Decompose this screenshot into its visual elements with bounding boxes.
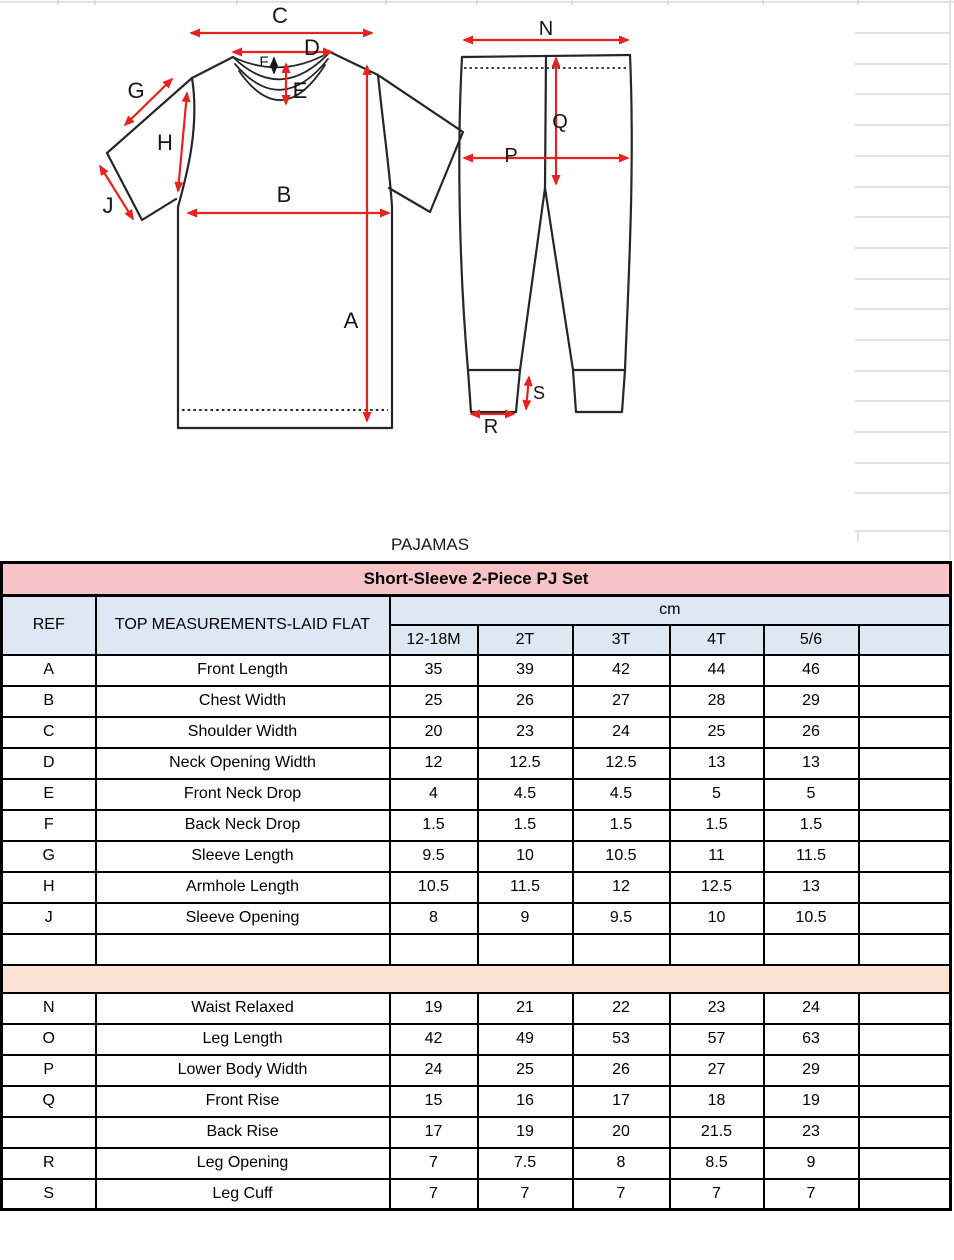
top-measurements-body xyxy=(2,655,951,934)
header-row-units xyxy=(2,596,951,625)
empty-cell[interactable] xyxy=(859,686,951,717)
value-cell[interactable]: 29 xyxy=(764,686,859,717)
value-cell[interactable]: 12.5 xyxy=(478,748,573,779)
value-cell[interactable]: 20 xyxy=(573,1117,670,1148)
empty-cell[interactable] xyxy=(478,934,573,965)
unit-header-cell[interactable]: cm xyxy=(390,596,951,625)
table-row xyxy=(2,993,951,1024)
diagram-label-front-neck-drop: E xyxy=(292,78,308,103)
value-cell[interactable]: 8 xyxy=(390,903,478,934)
diagram-label-shoulder-width: C xyxy=(272,3,288,28)
empty-cell[interactable] xyxy=(390,934,478,965)
ref-cell[interactable]: H xyxy=(2,872,96,903)
ref-cell[interactable]: A xyxy=(2,655,96,686)
ref-cell[interactable]: O xyxy=(2,1024,96,1055)
diagram-label-chest-width: B xyxy=(276,182,292,207)
measurement-name-cell[interactable]: Front Length xyxy=(96,655,390,686)
measurement-name-cell[interactable]: Waist Relaxed xyxy=(96,993,390,1024)
value-cell[interactable]: 17 xyxy=(573,1086,670,1117)
banner-row xyxy=(2,563,951,596)
size-header-cell[interactable]: 5/6 xyxy=(764,625,859,655)
value-cell[interactable]: 18 xyxy=(670,1086,764,1117)
empty-cell[interactable] xyxy=(859,1086,951,1117)
value-cell[interactable]: 1.5 xyxy=(478,810,573,841)
empty-cell[interactable] xyxy=(859,934,951,965)
ref-cell[interactable]: R xyxy=(2,1148,96,1179)
measurement-name-cell[interactable]: Lower Body Width xyxy=(96,1055,390,1086)
diagram-label-leg-cuff: S xyxy=(532,383,546,403)
table-row xyxy=(2,717,951,748)
value-cell[interactable]: 10.5 xyxy=(573,841,670,872)
empty-cell[interactable] xyxy=(859,993,951,1024)
empty-cell[interactable] xyxy=(859,655,951,686)
ref-cell[interactable]: Q xyxy=(2,1086,96,1117)
size-header-cell[interactable]: 12-18M xyxy=(390,625,478,655)
table-row xyxy=(2,1117,951,1148)
value-cell[interactable]: 22 xyxy=(573,993,670,1024)
measurement-name-cell[interactable]: Back Neck Drop xyxy=(96,810,390,841)
banner-cell[interactable]: Short-Sleeve 2-Piece PJ Set xyxy=(2,563,951,596)
diagram-label-armhole-length: H xyxy=(157,130,173,155)
empty-cell[interactable] xyxy=(859,810,951,841)
value-cell[interactable]: 20 xyxy=(390,717,478,748)
bottom-section-band xyxy=(2,965,951,993)
value-cell[interactable]: 21 xyxy=(478,993,573,1024)
table-row xyxy=(2,655,951,686)
diagram-label-sleeve-opening: J xyxy=(102,193,114,218)
sheet-title: PAJAMAS xyxy=(390,535,470,554)
measurement-name-cell[interactable]: Leg Opening xyxy=(96,1148,390,1179)
value-cell[interactable]: 53 xyxy=(573,1024,670,1055)
measurement-name-cell[interactable]: Shoulder Width xyxy=(96,717,390,748)
value-cell[interactable]: 7 xyxy=(390,1179,478,1210)
value-cell[interactable]: 11.5 xyxy=(478,872,573,903)
value-cell[interactable]: 9.5 xyxy=(390,841,478,872)
table-row xyxy=(2,1179,951,1210)
tshirt-outline xyxy=(107,52,463,428)
empty-cell[interactable] xyxy=(859,841,951,872)
value-cell[interactable]: 19 xyxy=(390,993,478,1024)
table-row xyxy=(2,1024,951,1055)
value-cell[interactable]: 26 xyxy=(573,1055,670,1086)
value-cell[interactable]: 39 xyxy=(478,655,573,686)
ref-cell[interactable] xyxy=(2,1117,96,1148)
value-cell[interactable]: 4.5 xyxy=(573,779,670,810)
value-cell[interactable]: 10 xyxy=(670,903,764,934)
value-cell[interactable]: 5 xyxy=(670,779,764,810)
value-cell[interactable]: 29 xyxy=(764,1055,859,1086)
value-cell[interactable]: 10.5 xyxy=(390,872,478,903)
value-cell[interactable]: 44 xyxy=(670,655,764,686)
measurement-name-cell[interactable]: Chest Width xyxy=(96,686,390,717)
value-cell[interactable]: 11 xyxy=(670,841,764,872)
top-section-header-cell[interactable]: TOP MEASUREMENTS-LAID FLAT xyxy=(96,596,390,655)
diagram-label-neck-opening: D xyxy=(304,35,320,60)
table-row xyxy=(2,841,951,872)
size-header-cell[interactable]: 3T xyxy=(573,625,670,655)
value-cell[interactable]: 7 xyxy=(478,1179,573,1210)
value-cell[interactable]: 26 xyxy=(478,686,573,717)
value-cell[interactable]: 12.5 xyxy=(670,872,764,903)
empty-cell[interactable] xyxy=(859,1148,951,1179)
value-cell[interactable]: 7 xyxy=(670,1179,764,1210)
empty-header-cell[interactable] xyxy=(859,625,951,655)
value-cell[interactable]: 4.5 xyxy=(478,779,573,810)
ref-cell[interactable]: P xyxy=(2,1055,96,1086)
value-cell[interactable]: 57 xyxy=(670,1024,764,1055)
value-cell[interactable]: 1.5 xyxy=(670,810,764,841)
value-cell[interactable]: 1.5 xyxy=(390,810,478,841)
table-row xyxy=(2,686,951,717)
ref-header-cell[interactable]: REF xyxy=(2,596,96,655)
value-cell[interactable]: 16 xyxy=(478,1086,573,1117)
measurement-name-cell[interactable]: Neck Opening Width xyxy=(96,748,390,779)
table-row xyxy=(2,810,951,841)
measurement-name-cell[interactable]: Back Rise xyxy=(96,1117,390,1148)
value-cell[interactable]: 42 xyxy=(390,1024,478,1055)
table-row xyxy=(2,1086,951,1117)
measurement-arrows xyxy=(100,33,628,421)
empty-cell[interactable] xyxy=(573,934,670,965)
value-cell[interactable]: 15 xyxy=(390,1086,478,1117)
diagram-label-back-neck-drop: F xyxy=(259,53,269,71)
ref-cell[interactable]: E xyxy=(2,779,96,810)
table-row xyxy=(2,1055,951,1086)
value-cell[interactable]: 17 xyxy=(390,1117,478,1148)
empty-cell[interactable] xyxy=(859,748,951,779)
empty-cell[interactable] xyxy=(96,934,390,965)
value-cell[interactable]: 63 xyxy=(764,1024,859,1055)
ref-cell[interactable]: F xyxy=(2,810,96,841)
value-cell[interactable]: 10.5 xyxy=(764,903,859,934)
measurement-name-cell[interactable]: Armhole Length xyxy=(96,872,390,903)
size-chart-table xyxy=(0,561,952,1211)
value-cell[interactable]: 21.5 xyxy=(670,1117,764,1148)
value-cell[interactable]: 10 xyxy=(478,841,573,872)
value-cell[interactable]: 24 xyxy=(764,993,859,1024)
value-cell[interactable]: 1.5 xyxy=(573,810,670,841)
diagram-label-front-length: A xyxy=(343,308,359,333)
value-cell[interactable]: 49 xyxy=(478,1024,573,1055)
value-cell[interactable]: 4 xyxy=(390,779,478,810)
value-cell[interactable]: 27 xyxy=(670,1055,764,1086)
value-cell[interactable]: 28 xyxy=(670,686,764,717)
value-cell[interactable]: 24 xyxy=(390,1055,478,1086)
value-cell[interactable]: 13 xyxy=(764,748,859,779)
ref-cell[interactable]: J xyxy=(2,903,96,934)
empty-cell[interactable] xyxy=(859,1179,951,1210)
ref-cell[interactable]: N xyxy=(2,993,96,1024)
value-cell[interactable]: 19 xyxy=(764,1086,859,1117)
ref-cell[interactable]: G xyxy=(2,841,96,872)
value-cell[interactable]: 25 xyxy=(478,1055,573,1086)
size-header-cell[interactable]: 2T xyxy=(478,625,573,655)
value-cell[interactable]: 7 xyxy=(764,1179,859,1210)
ref-cell[interactable]: B xyxy=(2,686,96,717)
diagram-label-front-rise: Q xyxy=(552,111,568,133)
empty-cell[interactable] xyxy=(859,717,951,748)
value-cell[interactable]: 12 xyxy=(573,872,670,903)
value-cell[interactable]: 8 xyxy=(573,1148,670,1179)
diagram-label-leg-opening: R xyxy=(483,416,499,438)
value-cell[interactable]: 1.5 xyxy=(764,810,859,841)
empty-cell[interactable] xyxy=(859,1024,951,1055)
empty-cell[interactable] xyxy=(859,1055,951,1086)
value-cell[interactable]: 9.5 xyxy=(573,903,670,934)
value-cell[interactable]: 46 xyxy=(764,655,859,686)
value-cell[interactable]: 42 xyxy=(573,655,670,686)
table-row xyxy=(2,779,951,810)
value-cell[interactable]: 35 xyxy=(390,655,478,686)
diagram-label-waist: N xyxy=(538,18,554,40)
value-cell[interactable]: 9 xyxy=(764,1148,859,1179)
value-cell[interactable]: 25 xyxy=(670,717,764,748)
diagram-label-lower-body-width: P xyxy=(504,145,518,167)
value-cell[interactable]: 12.5 xyxy=(573,748,670,779)
table-row xyxy=(2,748,951,779)
spacer-row xyxy=(2,934,951,965)
ref-cell[interactable]: D xyxy=(2,748,96,779)
table-row xyxy=(2,872,951,903)
table-row xyxy=(2,1148,951,1179)
empty-cell[interactable] xyxy=(670,934,764,965)
empty-cell[interactable] xyxy=(859,903,951,934)
value-cell[interactable]: 23 xyxy=(764,1117,859,1148)
empty-cell[interactable] xyxy=(2,934,96,965)
value-cell[interactable]: 13 xyxy=(670,748,764,779)
value-cell[interactable]: 19 xyxy=(478,1117,573,1148)
table-row xyxy=(2,903,951,934)
ref-cell[interactable]: S xyxy=(2,1179,96,1210)
measurement-name-cell[interactable]: Sleeve Length xyxy=(96,841,390,872)
measurement-name-cell[interactable]: Sleeve Opening xyxy=(96,903,390,934)
diagram-label-sleeve-length: G xyxy=(127,78,145,103)
value-cell[interactable]: 23 xyxy=(670,993,764,1024)
pants-outline xyxy=(459,55,631,412)
measurement-name-cell[interactable]: Front Rise xyxy=(96,1086,390,1117)
bottom-measurements-body xyxy=(2,993,951,1210)
bottom-section-band-cell[interactable] xyxy=(2,965,951,993)
empty-cell[interactable] xyxy=(764,934,859,965)
empty-cell[interactable] xyxy=(859,1117,951,1148)
value-cell[interactable]: 8.5 xyxy=(670,1148,764,1179)
value-cell[interactable]: 7 xyxy=(390,1148,478,1179)
value-cell[interactable]: 13 xyxy=(764,872,859,903)
measurement-name-cell[interactable]: Front Neck Drop xyxy=(96,779,390,810)
value-cell[interactable]: 25 xyxy=(390,686,478,717)
value-cell[interactable]: 11.5 xyxy=(764,841,859,872)
value-cell[interactable]: 5 xyxy=(764,779,859,810)
measurement-name-cell[interactable]: Leg Cuff xyxy=(96,1179,390,1210)
value-cell[interactable]: 27 xyxy=(573,686,670,717)
value-cell[interactable]: 12 xyxy=(390,748,478,779)
size-header-cell[interactable]: 4T xyxy=(670,625,764,655)
value-cell[interactable]: 9 xyxy=(478,903,573,934)
value-cell[interactable]: 24 xyxy=(573,717,670,748)
value-cell[interactable]: 23 xyxy=(478,717,573,748)
measurement-name-cell[interactable]: Leg Length xyxy=(96,1024,390,1055)
value-cell[interactable]: 7.5 xyxy=(478,1148,573,1179)
empty-cell[interactable] xyxy=(859,779,951,810)
ref-cell[interactable]: C xyxy=(2,717,96,748)
value-cell[interactable]: 26 xyxy=(764,717,859,748)
empty-cell[interactable] xyxy=(859,872,951,903)
value-cell[interactable]: 7 xyxy=(573,1179,670,1210)
